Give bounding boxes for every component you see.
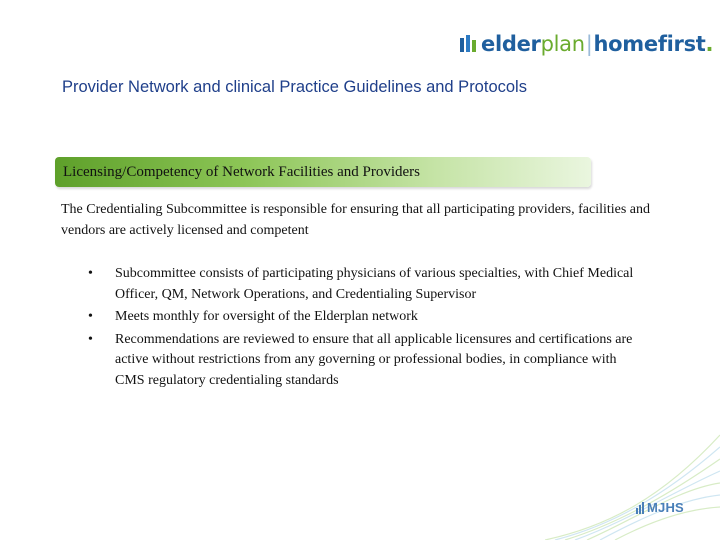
- mjhs-logo: [636, 500, 684, 515]
- list-item: [88, 330, 648, 392]
- bullet-text: Subcommittee consists of participating physicians of various specialties, with Chief Medical Officer, QM, Network Operations, and Credentialing Supervisor: [115, 266, 634, 302]
- bullet-text: Meets monthly for oversight of the Elderplan network: [115, 309, 418, 324]
- bullet-list: [88, 264, 648, 393]
- bullet-text: Recommendations are reviewed to ensure that all applicable licensures and certifications are active without restrictions from any governing or professional bodies, in compliance with CMS regulatory credentialing standards: [115, 331, 633, 388]
- section-banner-text: Licensing/Competency of Network Facilities and Providers: [63, 164, 421, 180]
- logo-elder-text: elder: [481, 32, 541, 56]
- mjhs-bars-icon: [636, 502, 645, 514]
- slide-title: Provider Network and clinical Practice Guidelines and Protocols: [62, 78, 527, 96]
- logo-homefirst-text: homefirst: [593, 32, 706, 56]
- bullet-icon: •: [88, 309, 93, 324]
- mjhs-logo-text: MJHS: [647, 500, 684, 515]
- list-item: [88, 307, 648, 328]
- logo-dot: .: [705, 32, 714, 56]
- list-item: [88, 264, 648, 305]
- logo-plan-text: plan: [540, 32, 585, 56]
- elderplan-homefirst-logo: [460, 30, 713, 56]
- logo-separator: |: [585, 32, 593, 56]
- section-banner: [55, 157, 591, 187]
- bullet-icon: •: [88, 331, 93, 347]
- logo-bars-icon: [460, 35, 478, 52]
- intro-paragraph: The Credentialing Subcommittee is responsible for ensuring that all participating providers, facilities and vendors are actively licensed and competent: [61, 202, 651, 238]
- bullet-icon: •: [88, 266, 93, 281]
- decorative-swirl-lines: [545, 415, 720, 540]
